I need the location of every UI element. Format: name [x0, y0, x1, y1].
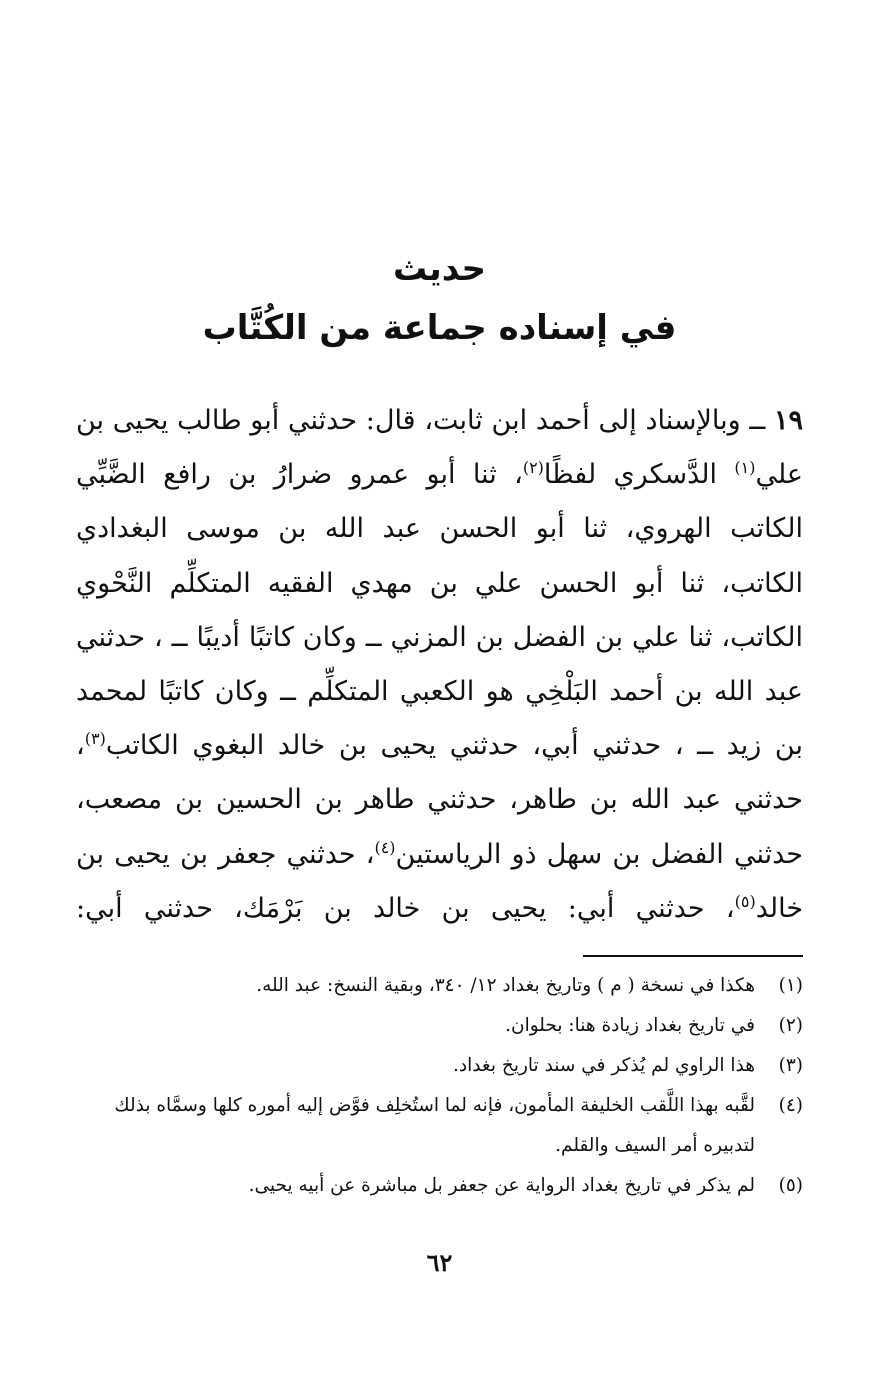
hadith-number: ١٩: [773, 405, 803, 436]
hadith-text-part-4: ، حدثني عبد الله بن طاهر، حدثني طاهر بن الحسين بن مصعب، حدثني الفضل بن سهل ذو الرياستين: [76, 730, 803, 870]
footnote-text: لقَّبه بهذا اللَّقب الخليفة المأمون، فإنه لما استُخلِف فوَّض إليه أموره كلها وسمَّاه بذلك لتدبيره أمر السيف والقلم.: [114, 1095, 755, 1156]
hadith-text-part-6: ، حدثني أبي: يحيى بن خالد بن بَرْمَك، حدثني أبي:: [76, 892, 735, 924]
footnote-ref-4: (٤): [374, 837, 396, 857]
hadith-paragraph: [76, 394, 803, 936]
hadith-text-part-2: الدَّسكري لفظًا: [543, 459, 735, 491]
footnote-item: [76, 1046, 803, 1086]
footnote-text: في تاريخ بغداد زيادة هنا: بحلوان.: [505, 1015, 755, 1036]
hadith-text-part-3: ، ثنا أبو عمرو ضرارُ بن رافع الضَّبِّي الكاتب الهروي، ثنا أبو الحسن عبد الله بن موسى البغدادي الكاتب، ثنا أبو الحسن علي بن مهدي الفقيه المتكلِّم النَّحْوي الكاتب، ثنا علي بن الفضل بن المزني ــ وكان كاتبًا أديبًا ــ ، حدثني عبد الله بن أحمد البَلْخِي هو الكعبي المتكلِّم ــ وكان كاتبًا لمحمد بن زيد ــ ، حدثني أبي، حدثني يحيى بن خالد البغوي الكاتب: [76, 459, 803, 762]
footnote-ref-1: (١): [734, 458, 756, 478]
footnote-text: لم يذكر في تاريخ بغداد الرواية عن جعفر بل مباشرة عن أبيه يحيى.: [248, 1175, 755, 1196]
footnote-ref-2: (٢): [522, 458, 544, 478]
footnote-text: هذا الراوي لم يُذكر في سند تاريخ بغداد.: [452, 1055, 755, 1076]
footnote-item: [76, 1086, 803, 1166]
hadith-text-part-5: ، حدثني جعفر بن يحيى بن خالد: [76, 838, 804, 924]
footnote-number: (٣): [778, 1055, 803, 1076]
footnote-item: [76, 966, 803, 1006]
section-subtitle: في إسناده جماعة من الكُتَّاب: [202, 308, 677, 348]
footnotes-list: [76, 966, 803, 1206]
footnote-ref-3: (٣): [84, 729, 106, 749]
footnote-text: هكذا في نسخة ( م ) وتاريخ بغداد ١٢/ ٣٤٠، وبقية النسخ: عبد الله.: [256, 975, 755, 996]
hadith-text-part-1: ــ وبالإسناد إلى أحمد ابن ثابت، قال: حدثني أبو طالب يحيى بن علي: [76, 405, 804, 491]
footnote-number: (٤): [778, 1095, 803, 1116]
footnote-number: (٢): [778, 1015, 803, 1036]
page-number: ٦٢: [426, 1248, 453, 1277]
footnote-item: [76, 1166, 803, 1206]
footnote-ref-5: (٥): [734, 891, 756, 911]
section-title: حديث: [393, 249, 486, 289]
footnote-item: [76, 1006, 803, 1046]
footnote-number: (١): [778, 975, 803, 996]
footnote-divider: [583, 955, 803, 957]
footnote-number: (٥): [778, 1175, 803, 1196]
